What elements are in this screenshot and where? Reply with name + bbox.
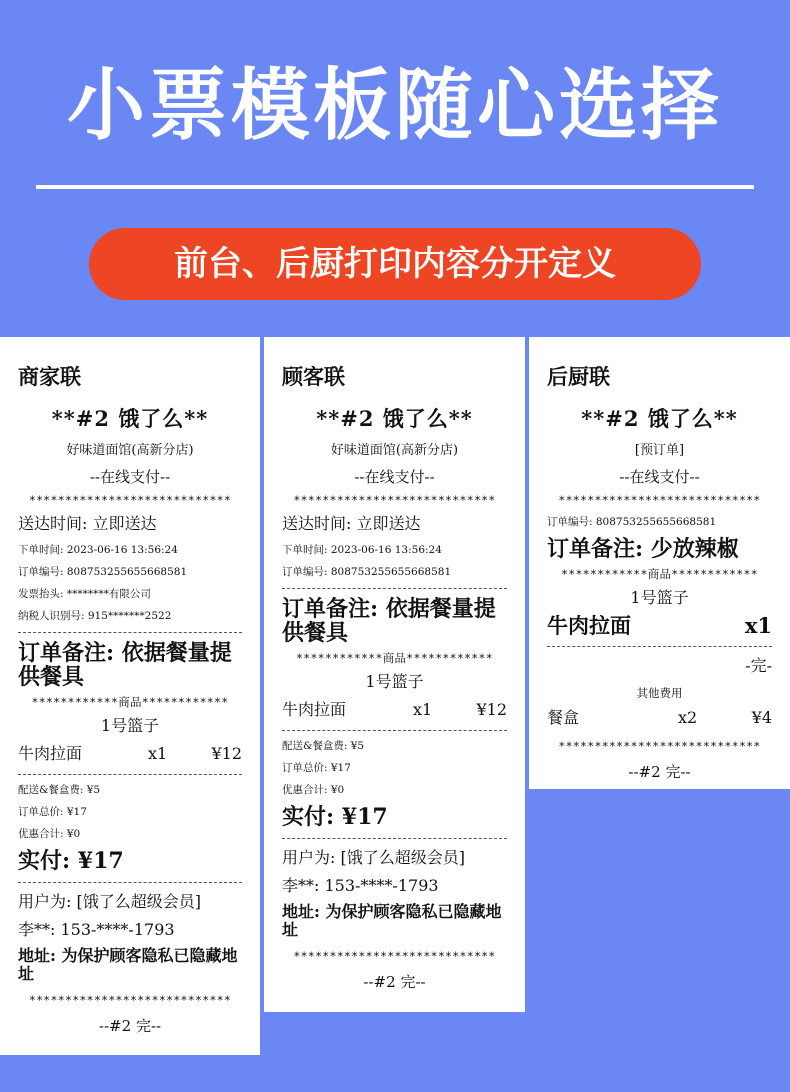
payment-type: --在线支付-- bbox=[354, 468, 435, 486]
user-type: 用户为: [饿了么超级会员] bbox=[18, 892, 201, 911]
star-separator: **************************** bbox=[558, 493, 761, 507]
shop-name: 好味道面馆(高新分店) bbox=[330, 443, 459, 458]
order-remark: 订单备注: 依据餐量提供餐具 bbox=[18, 640, 232, 690]
order-remark: 订单备注: 少放辣椒 bbox=[547, 536, 739, 562]
customer-address: 地址: 为保护顾客隐私已隐藏地址 bbox=[18, 946, 238, 983]
order-number: 订单编号: 808753255655668581 bbox=[547, 516, 717, 528]
receipt-title: 后厨联 bbox=[547, 364, 610, 389]
divider bbox=[36, 185, 754, 189]
item-price: ¥12 bbox=[211, 744, 242, 763]
goods-header: ************商品************ bbox=[561, 567, 758, 581]
customer-phone: 李**: 153-****-1793 bbox=[282, 876, 439, 895]
receipt-end: --#2 完-- bbox=[98, 1017, 162, 1035]
customer-phone: 李**: 153-****-1793 bbox=[18, 920, 175, 939]
order-number: 订单编号: 808753255655668581 bbox=[282, 566, 452, 578]
customer-address: 地址: 为保护顾客隐私已隐藏地址 bbox=[282, 902, 502, 939]
goods-header: ************商品************ bbox=[31, 695, 229, 709]
feature-pill: 前台、后厨打印内容分开定义 bbox=[89, 228, 701, 300]
star-separator: **************************** bbox=[293, 949, 496, 963]
basket-label: 1号篮子 bbox=[365, 672, 424, 691]
fee-name: 餐盒 bbox=[547, 708, 580, 727]
item-name: 牛肉拉面 bbox=[547, 613, 631, 638]
dashed-separator bbox=[282, 588, 507, 589]
shop-name: 好味道面馆(高新分店) bbox=[66, 443, 194, 458]
basket-label: 1号篮子 bbox=[100, 716, 160, 735]
order-time: 下单时间: 2023-06-16 13:56:24 bbox=[282, 544, 442, 556]
receipt-kitchen-copy bbox=[529, 337, 790, 789]
other-fees-label: 其他费用 bbox=[636, 686, 683, 700]
preorder-label: [预订单] bbox=[634, 443, 685, 458]
items-done: -完- bbox=[745, 656, 772, 675]
order-total: 订单总价: ¥17 bbox=[282, 762, 351, 774]
user-type: 用户为: [饿了么超级会员] bbox=[282, 848, 465, 867]
item-qty: x1 bbox=[148, 744, 168, 763]
star-separator: **************************** bbox=[293, 493, 496, 507]
item-name: 牛肉拉面 bbox=[282, 700, 347, 719]
fee-qty: x2 bbox=[678, 708, 698, 727]
invoice-title: 发票抬头: ********有限公司 bbox=[18, 588, 151, 600]
dashed-separator bbox=[282, 730, 507, 731]
item-row bbox=[18, 743, 242, 765]
star-separator: **************************** bbox=[28, 993, 232, 1007]
fee-price: ¥4 bbox=[751, 708, 772, 727]
amount-paid: 实付: ¥17 bbox=[18, 848, 124, 874]
payment-type: --在线支付-- bbox=[619, 468, 700, 486]
item-qty: x1 bbox=[744, 613, 772, 638]
receipt-end: --#2 完-- bbox=[628, 763, 691, 781]
headline: 小票模板随心选择 bbox=[66, 61, 723, 151]
order-time: 下单时间: 2023-06-16 13:56:24 bbox=[18, 544, 178, 556]
item-row bbox=[547, 615, 772, 637]
receipt-customer-copy bbox=[264, 337, 525, 1012]
receipt-title: 顾客联 bbox=[282, 364, 345, 389]
receipt-end: --#2 完-- bbox=[363, 973, 426, 991]
delivery-time: 送达时间: 立即送达 bbox=[18, 514, 157, 533]
item-qty: x1 bbox=[413, 700, 433, 719]
goods-header: ************商品************ bbox=[296, 651, 493, 665]
dashed-separator bbox=[18, 882, 242, 883]
amount-paid: 实付: ¥17 bbox=[282, 804, 388, 830]
dashed-separator bbox=[282, 838, 507, 839]
item-price: ¥12 bbox=[476, 700, 507, 719]
order-total: 订单总价: ¥17 bbox=[18, 806, 87, 818]
tax-id: 纳税人识别号: 915*******2522 bbox=[18, 610, 172, 622]
fee-row bbox=[547, 707, 772, 729]
shop-header: **#2 饿了么** bbox=[581, 406, 738, 431]
delivery-fee: 配送&餐盒费: ¥5 bbox=[18, 784, 101, 796]
delivery-time: 送达时间: 立即送达 bbox=[282, 514, 421, 533]
item-row bbox=[282, 699, 507, 721]
star-separator: **************************** bbox=[558, 739, 761, 753]
order-number: 订单编号: 808753255655668581 bbox=[18, 566, 188, 578]
discount-total: 优惠合计: ¥0 bbox=[18, 828, 81, 840]
dashed-separator bbox=[18, 632, 242, 633]
dashed-separator bbox=[18, 774, 242, 775]
receipt-title: 商家联 bbox=[18, 364, 81, 389]
order-remark: 订单备注: 依据餐量提供餐具 bbox=[282, 596, 496, 646]
item-name: 牛肉拉面 bbox=[18, 744, 83, 763]
dashed-separator bbox=[547, 646, 772, 647]
payment-type: --在线支付-- bbox=[89, 468, 171, 486]
shop-header: **#2 饿了么** bbox=[316, 406, 473, 431]
star-separator: **************************** bbox=[28, 493, 232, 507]
basket-label: 1号篮子 bbox=[630, 588, 689, 607]
discount-total: 优惠合计: ¥0 bbox=[282, 784, 345, 796]
delivery-fee: 配送&餐盒费: ¥5 bbox=[282, 740, 365, 752]
receipt-merchant-copy bbox=[0, 337, 260, 1055]
shop-header: **#2 饿了么** bbox=[51, 406, 209, 431]
